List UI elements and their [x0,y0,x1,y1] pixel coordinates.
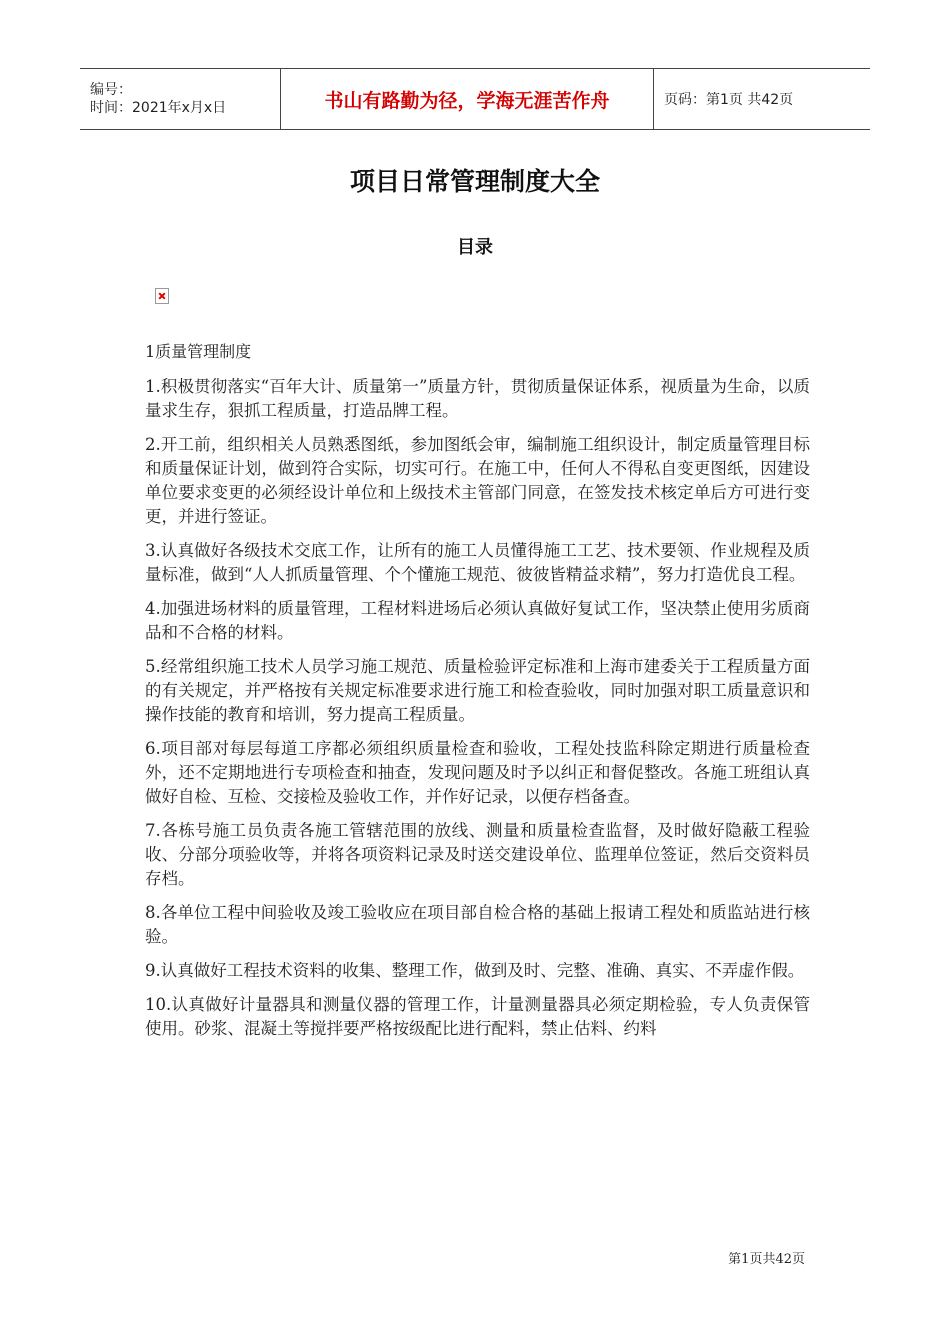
paragraph-2: 2.开工前，组织相关人员熟悉图纸，参加图纸会审，编制施工组织设计，制定质量管理目标和质量保证计划，做到符合实际，切实可行。在施工中，任何人不得私自变更图纸，因建设单位要求变更的必须经设计单位和上级技术主管部门同意，在签发技术核定单后方可进行变更，并进行签证。 [145,435,810,526]
paragraph-6: 6.项目部对每层每道工序都必须组织质量检查和验收，工程处技监科除定期进行质量检查外，还不定期地进行专项检查和抽查，发现问题及时予以纠正和督促整改。各施工班组认真做好自检、互检、交接检及验收工作，并作好记录，以便存档备查。 [145,739,810,806]
page-footer: 第1页共42页 [728,1252,805,1267]
page-header [80,68,870,130]
paragraph-5: 5.经常组织施工技术人员学习施工规范、质量检验评定标准和上海市建委关于工程质量方面的有关规定，并严格按有关规定标准要求进行施工和检查验收，同时加强对职工质量意识和操作技能的教育和培训，努力提高工程质量。 [145,657,810,724]
broken-image-icon [155,288,169,304]
section-title: 1质量管理制度 [145,342,252,361]
paragraph-10: 10.认真做好计量器具和测量仪器的管理工作，计量测量器具必须定期检验，专人负责保管使用。砂浆、混凝土等搅拌要严格按级配比进行配料，禁止估料、约料 [145,995,810,1038]
header-meta [80,69,281,129]
document-body [145,340,810,1051]
paragraph-9: 9.认真做好工程技术资料的收集、整理工作，做到及时、完整、准确、真实、不弄虚作假。 [145,961,805,980]
paragraph-1: 1.积极贯彻落实“百年大计、质量第一”质量方针，贯彻质量保证体系，视质量为生命，以质量求生存，狠抓工程质量，打造品牌工程。 [145,377,810,420]
page-info-text: 页码：第1页 共42页 [664,92,794,108]
paragraph-3: 3.认真做好各级技术交底工作，让所有的施工人员懂得施工工艺、技术要领、作业规程及质量标准，做到“人人抓质量管理、个个懂施工规范、彼彼皆精益求精”，努力打造优良工程。 [145,541,810,584]
paragraph-8: 8.各单位工程中间验收及竣工验收应在项目部自检合格的基础上报请工程处和质监站进行核验。 [145,903,810,946]
paragraph-7: 7.各栋号施工员负责各施工管辖范围的放线、测量和质量检查监督，及时做好隐蔽工程验收、分部分项验收等，并将各项资料记录及时送交建设单位、监理单位签证，然后交资料员存档。 [145,821,810,888]
document-subtitle: 目录 [457,237,493,258]
header-page-info [654,69,870,129]
header-motto [281,69,654,129]
number-label: 编号： [90,82,132,98]
paragraph-4: 4.加强进场材料的质量管理，工程材料进场后必须认真做好复试工作，坚决禁止使用劣质商品和不合格的材料。 [145,599,810,642]
document-title: 项目日常管理制度大全 [349,167,600,196]
motto-text: 书山有路勤为径，学海无涯苦作舟 [324,89,610,112]
time-label: 时间：2021年x月x日 [90,100,227,116]
